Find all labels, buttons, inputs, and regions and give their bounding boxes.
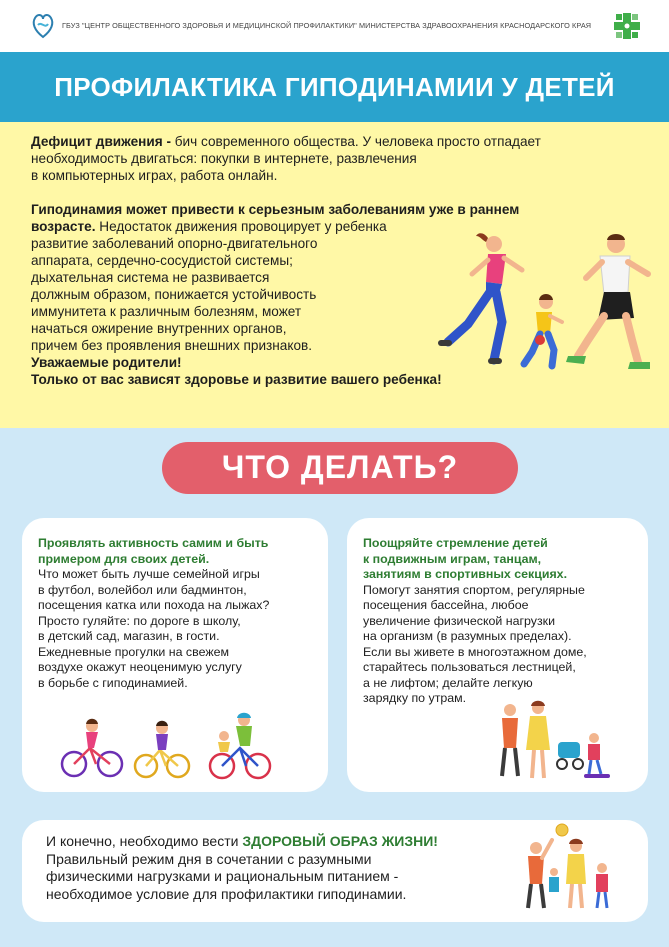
intro-line: развитие заболеваний опорно-двигательного — [31, 236, 318, 251]
tip-line: Что может быть лучше семейной игры — [38, 567, 260, 581]
tip-heading: Поощряйте стремление детей — [363, 536, 548, 550]
tip-line: в детский сад, магазин, в гости. — [38, 629, 220, 643]
tip-heading: примером для своих детей. — [38, 551, 210, 566]
cyclists-illustration — [60, 708, 274, 784]
intro-deficit-bold: Дефицит движения - — [31, 134, 171, 149]
intro-line: в компьютерных играх, работа онлайн. — [31, 168, 278, 183]
tip-line: воздухе окажут неоценимую услугу — [38, 660, 242, 674]
runners-illustration — [428, 222, 666, 382]
lifestyle-line: необходимое условие для профилактики гиподинамии. — [46, 885, 407, 902]
tip-line: Помогут занятия спортом, регулярные — [363, 582, 585, 597]
appeal-parents: Уважаемые родители! — [31, 355, 182, 370]
family-play-illustration — [516, 822, 620, 912]
tip-heading: занятиям в спортивных секциях. — [363, 567, 568, 581]
lifestyle-line: физическими нагрузками и рациональным питанием - — [46, 868, 399, 884]
intro-line: бич современного общества. У человека просто отпадает — [170, 134, 541, 149]
intro-hypodynamia-bold: Гиподинамия может привести к серьезным заболеваниям уже в раннем — [31, 202, 520, 217]
tip-line: посещения бассейна, любое — [363, 598, 529, 612]
tip-card-activity-text — [38, 536, 323, 691]
intro-age-bold: возрасте. — [31, 219, 96, 234]
tip-line: увеличение физической нагрузки — [363, 613, 556, 628]
tip-line: Если вы живете в многоэтажном доме, — [363, 644, 587, 659]
organization-name: ГБУЗ "ЦЕНТР ОБЩЕСТВЕННОГО ЗДОРОВЬЯ И МЕДИЦИНСКОЙ ПРОФИЛАКТИКИ" МИНИСТЕРСТВА ЗДРАВООХРАНЕНИЯ КРАСНОДАРСКОГО КРАЯ — [62, 21, 592, 30]
intro-line: иммунитета к различным болезням, может — [31, 304, 302, 319]
intro-line: аппарата, сердечно-сосудистой системы; — [31, 253, 293, 268]
lifestyle-line: И конечно, необходимо вести — [46, 833, 243, 849]
logo-medical-cross-icon — [614, 12, 640, 40]
intro-line: необходимость двигаться: покупки в интернете, развлечения — [31, 151, 417, 166]
tip-line: Ежедневные прогулки на свежем — [38, 644, 230, 659]
intro-line: причем без проявления внешних признаков. — [31, 338, 313, 353]
tip-line: на организм (в разумных пределах). — [363, 629, 572, 643]
tip-card-encourage-text — [363, 536, 643, 707]
tip-line: старайтесь пользоваться лестницей, — [363, 660, 576, 674]
tip-heading: Проявлять активность самим и быть — [38, 536, 269, 550]
tip-line: в футбол, волейбол или бадминтон, — [38, 582, 247, 597]
tip-heading: к подвижным играм, танцам, — [363, 551, 542, 566]
lifestyle-line: Правильный режим дня в сочетании с разумными — [46, 850, 372, 867]
tip-line: посещения катка или похода на лыжах? — [38, 598, 270, 612]
logo-heart-icon — [30, 10, 56, 40]
tip-line: зарядку по утрам. — [363, 691, 467, 705]
tip-line: в борьбе с гиподинамией. — [38, 675, 188, 690]
intro-line: дыхательная система не развивается — [31, 270, 270, 285]
header — [0, 0, 669, 52]
family-walk-illustration — [494, 698, 618, 786]
healthy-lifestyle-text — [46, 833, 516, 903]
tip-line: а не лифтом; делайте легкую — [363, 675, 533, 690]
intro-line: начаться ожирение внутренних органов, — [31, 321, 287, 336]
page-title: ПРОФИЛАКТИКА ГИПОДИНАМИИ У ДЕТЕЙ — [54, 72, 615, 102]
healthy-lifestyle-highlight: ЗДОРОВЫЙ ОБРАЗ ЖИЗНИ! — [242, 833, 438, 849]
appeal-health: Только от вас зависят здоровье и развитие вашего ребенка! — [31, 372, 442, 387]
what-to-do-title: ЧТО ДЕЛАТЬ? — [221, 449, 459, 485]
intro-line: Недостаток движения провоцирует у ребенка — [95, 219, 387, 234]
tip-line: Просто гуляйте: по дороге в школу, — [38, 613, 241, 628]
intro-line: должным образом, понижается устойчивость — [31, 287, 317, 302]
